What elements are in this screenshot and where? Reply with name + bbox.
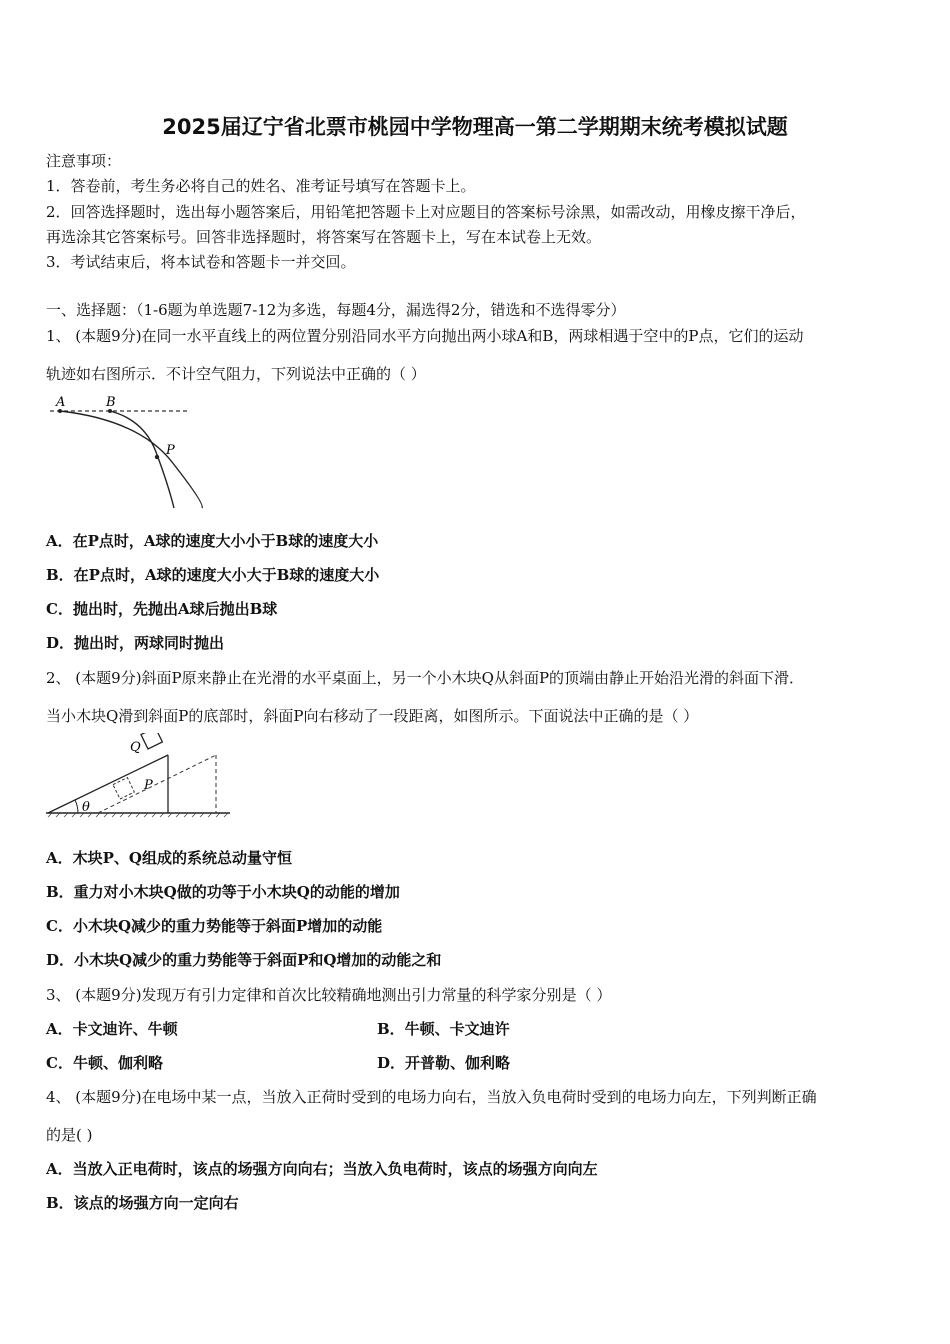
label-p: P <box>166 443 175 458</box>
label-q: Q <box>130 740 141 755</box>
question-2-stem: 2、 (本题9分)斜面P原来静止在光滑的水平桌面上，另一个小木块Q从斜面P的顶端由静止开始沿光滑的斜面下滑． <box>46 669 805 687</box>
question-4-stem-cont: 的是( ) <box>46 1126 93 1144</box>
section-heading: 一、选择题：（1-6题为单选题7-12为多选，每题4分，漏选得2分，错选和不选得零分） <box>46 301 626 319</box>
notice-heading: 注意事项： <box>46 152 122 170</box>
question-4-stem: 4、 (本题9分)在电场中某一点，当放入正荷时受到的电场力向右，当放入负电荷时受到的电场力向左，下列判断正确 <box>46 1088 817 1106</box>
point-p <box>155 455 159 459</box>
label-b: B <box>106 395 116 410</box>
label-a: A <box>56 395 66 410</box>
question-1-option-b[interactable]: B．在P点时，A球的速度大小大于B球的速度大小 <box>46 566 380 584</box>
moved-incline-surface <box>98 755 216 813</box>
question-3-option-c[interactable]: C．牛顿、伽利略 <box>46 1054 163 1072</box>
question-1-option-a[interactable]: A．在P点时，A球的速度大小小于B球的速度大小 <box>46 532 379 550</box>
incline-figure <box>44 733 234 821</box>
question-2-option-c[interactable]: C．小木块Q减少的重力势能等于斜面P增加的动能 <box>46 917 383 935</box>
question-2-option-d[interactable]: D．小木块Q减少的重力势能等于斜面P和Q增加的动能之和 <box>46 951 442 969</box>
block-q <box>141 733 162 749</box>
question-1-option-c[interactable]: C．抛出时，先抛出A球后抛出B球 <box>46 600 278 618</box>
notice-item: 3．考试结束后，将本试卷和答题卡一并交回。 <box>46 253 356 271</box>
question-1-stem-cont: 轨迹如右图所示．不计空气阻力，下列说法中正确的（ ） <box>46 365 426 383</box>
page-title: 2025届辽宁省北票市桃园中学物理高一第二学期期末统考模拟试题 <box>162 115 788 139</box>
question-3-option-b[interactable]: B．牛顿、卡文迪许 <box>377 1020 510 1038</box>
notice-item: 1．答卷前，考生务必将自己的姓名、准考证号填写在答题卡上。 <box>46 177 476 195</box>
question-3-stem: 3、 (本题9分)发现万有引力定律和首次比较精确地测出引力常量的科学家分别是（ ） <box>46 986 612 1004</box>
trajectory-a <box>60 411 202 508</box>
label-theta: θ <box>82 800 90 815</box>
notice-item: 2．回答选择题时，选出每小题答案后，用铅笔把答题卡上对应题目的答案标号涂黑，如需改动，用橡皮擦干净后， <box>46 203 806 221</box>
question-2-option-b[interactable]: B．重力对小木块Q做的功等于小木块Q的动能的增加 <box>46 883 400 901</box>
question-2-option-a[interactable]: A．木块P、Q组成的系统总动量守恒 <box>46 849 292 867</box>
question-3-option-d[interactable]: D．开普勒、伽利略 <box>377 1054 511 1072</box>
question-1-option-d[interactable]: D．抛出时，两球同时抛出 <box>46 634 225 652</box>
question-2-stem-cont: 当小木块Q滑到斜面P的底部时，斜面P向右移动了一段距离，如图所示。下面说法中正确的是（ ） <box>46 707 699 725</box>
projectile-figure <box>44 390 214 512</box>
angle-arc <box>75 800 78 813</box>
block-q-bottom <box>113 778 134 799</box>
question-1-stem: 1、 (本题9分)在同一水平直线上的两位置分别沿同水平方向抛出两小球A和B，两球相遇于空中的P点，它们的运动 <box>46 327 804 345</box>
question-4-option-a[interactable]: A．当放入正电荷时，该点的场强方向向右；当放入负电荷时，该点的场强方向向左 <box>46 1160 598 1178</box>
question-3-option-a[interactable]: A．卡文迪许、牛顿 <box>46 1020 178 1038</box>
label-p: P <box>144 778 153 793</box>
question-4-option-b[interactable]: B．该点的场强方向一定向右 <box>46 1194 239 1212</box>
notice-item: 再选涂其它答案标号。回答非选择题时，将答案写在答题卡上，写在本试卷上无效。 <box>46 228 602 246</box>
